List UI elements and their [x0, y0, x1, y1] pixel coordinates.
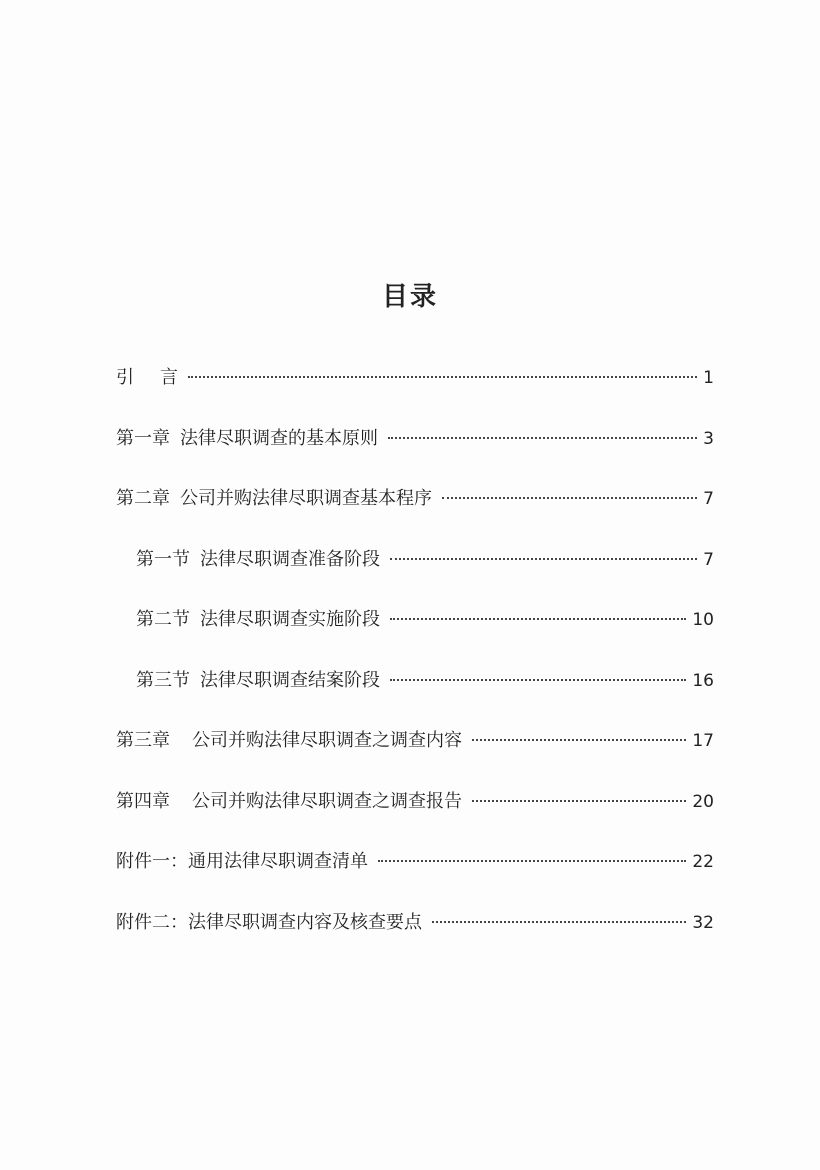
toc-entry-intro[interactable] [116, 363, 714, 424]
toc-entry-chapter-4[interactable] [116, 787, 714, 848]
toc-dot-leader [390, 558, 697, 560]
toc-entry-number: 第三节 [136, 669, 190, 691]
toc-entry-label [116, 726, 462, 756]
toc-entry-title: 通用法律尽职调查清单 [188, 851, 368, 872]
toc-dot-leader [378, 860, 686, 862]
toc-title: 目录 [381, 282, 438, 312]
toc-dot-leader [188, 376, 697, 378]
toc-entry-page: 10 [692, 610, 714, 630]
toc-dot-leader [472, 800, 686, 802]
toc-entry-title: 言 [160, 367, 178, 388]
toc-entry-title: 公司并购法律尽职调查之调查内容 [192, 730, 462, 751]
toc-entry-title: 公司并购法律尽职调查基本程序 [180, 488, 432, 509]
toc-entry-label [136, 666, 380, 696]
toc-dot-leader [390, 679, 686, 681]
toc-dot-leader [388, 437, 697, 439]
toc-entry-label [116, 484, 432, 514]
toc-entry-section-2[interactable] [116, 605, 714, 666]
toc-entry-chapter-1[interactable] [116, 424, 714, 485]
toc-entry-page: 7 [703, 549, 714, 570]
toc-entry-number: 第三章 [116, 730, 170, 751]
toc-entry-page: 3 [703, 428, 714, 449]
toc-entry-appendix-1[interactable] [116, 847, 714, 908]
toc-entry-appendix-2[interactable] [116, 908, 714, 969]
toc-entry-page: 20 [692, 791, 714, 812]
toc-entry-title: 法律尽职调查实施阶段 [200, 609, 380, 630]
toc-entry-title: 法律尽职调查准备阶段 [200, 548, 380, 570]
toc-entry-number: 引 [116, 367, 134, 388]
toc-list [116, 363, 714, 968]
toc-entry-number: 第四章 [116, 790, 170, 812]
toc-entry-label [116, 363, 178, 393]
toc-entry-page: 16 [692, 670, 714, 691]
toc-entry-page: 1 [703, 368, 714, 388]
toc-entry-title: 法律尽职调查内容及核查要点 [188, 911, 422, 933]
toc-entry-label [136, 605, 380, 635]
toc-entry-page: 17 [692, 731, 714, 751]
toc-entry-label [116, 787, 462, 817]
toc-entry-label [136, 545, 380, 575]
toc-entry-title: 法律尽职调查结案阶段 [200, 669, 380, 691]
toc-entry-number: 第一节 [136, 548, 190, 570]
toc-entry-chapter-3[interactable] [116, 726, 714, 787]
toc-entry-number: 附件一： [116, 851, 188, 872]
toc-dot-leader [472, 739, 686, 741]
toc-entry-title: 公司并购法律尽职调查之调查报告 [192, 790, 462, 812]
toc-entry-section-1[interactable] [116, 545, 714, 606]
toc-entry-number: 附件二： [116, 911, 188, 933]
toc-entry-page: 7 [703, 489, 714, 509]
toc-entry-number: 第二节 [136, 609, 190, 630]
toc-dot-leader [432, 921, 686, 923]
toc-entry-chapter-2[interactable] [116, 484, 714, 545]
toc-entry-number: 第一章 [116, 427, 170, 449]
toc-entry-number: 第二章 [116, 488, 170, 509]
toc-entry-label [116, 847, 368, 877]
toc-entry-section-3[interactable] [116, 666, 714, 727]
toc-entry-title: 法律尽职调查的基本原则 [180, 427, 378, 449]
toc-entry-page: 32 [692, 912, 714, 933]
toc-dot-leader [390, 618, 686, 620]
toc-entry-label [116, 908, 422, 938]
toc-entry-page: 22 [692, 852, 714, 872]
toc-entry-label [116, 424, 378, 454]
toc-dot-leader [442, 497, 697, 499]
